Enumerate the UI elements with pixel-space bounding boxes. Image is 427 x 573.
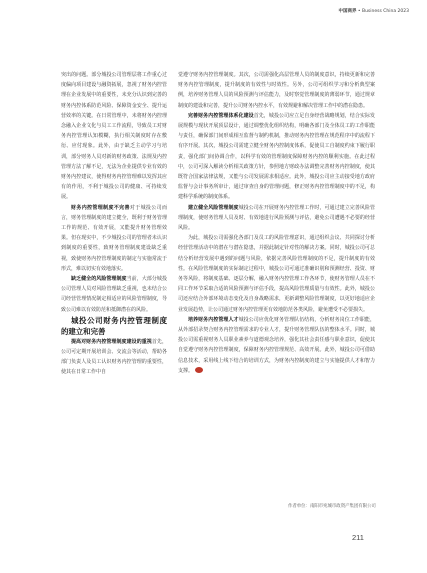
page-number: 211: [352, 533, 364, 542]
subheading-raise-attention: 提高对财务内控管理制度建设的重视: [71, 338, 152, 345]
right-paragraph-1: 觉遵守财务内控管理制度。其次，公司需强化高层管理人员的制度意识，持续更新和完善财务内控管理制度，提升制度的有效性与时效性。另外，公司可组织学习和分析典型案例，培养财务管理人员的风险预测与评估能力，及时察觉管理制度的薄弱环节，通过规章制度的建设和完善，提升公司财务内控水平，有效规避和解决管理工作中的潜在隐患。: [178, 72, 375, 109]
left-paragraph-2: [61, 203, 167, 274]
page-header: [338, 8, 409, 14]
article-end-icon: [195, 367, 203, 373]
section-title: 城投公司财务内控管理制度的建立和完善: [61, 315, 167, 336]
right-column: [178, 70, 375, 376]
left-paragraph-1: 突出的问题。部分城投公司管理层将工作重心过度偏向项目建设与融资拓展，忽视了财务内控管理在企业发展中的重要性，未充分认识到完善的财务内控体系防范风险、保障资金安全、提升运营效率的关键。在日常管理中，未将财务内控理念融入企业文化与员工工作流程，导致员工对财务内控管理认知模糊，执行相关制度时存在敷衍、应付现象。此外，由于缺乏主动学习与培训，部分财务人员对新的财务政策、法规及内控管理方法了解不足，无法为企业提供专业有效的财务内控建议，使得财务内控管理难以发挥其应有的作用，不利于城投公司的健康、可持续发展。: [61, 72, 167, 201]
magazine-issue: • Business China 2023: [357, 9, 409, 14]
left-paragraph-3: [61, 274, 167, 315]
left-paragraph-4-body: 首先，公司可定期开展培训会、交流会等活动，帮助各部门负责人及员工认识财务内控管理的重要性，使其在日常工作中自: [61, 338, 167, 376]
left-paragraph-2-body: 对于城投公司而言，财务管理制度的建立健全，既利于财务管理工作的规范、有效开展，又能提升财务管理效果。但在现实中，不少城投公司的管理者未认识到制度的重要性，致财务管理制度建设缺乏重视，致使财务内控管理制度的制定与实施常流于形式，难以切实有效地落实。: [61, 204, 167, 272]
right-paragraph-3: [178, 203, 375, 234]
right-paragraph-4: [178, 315, 375, 376]
subheading-risk-system-lacking: 缺乏健全的风险管理制度: [71, 276, 127, 283]
author-affiliation: 作者单位：南阳市宛城市政资产集团有限公司: [288, 504, 376, 509]
right-paragraph-2: [178, 111, 375, 203]
subheading-system-imperfect: 财务内控管理制度不完善: [71, 204, 130, 211]
subheading-risk-management: 建立健全风险管理制度: [188, 204, 239, 211]
subheading-systematic-construction: 完善财务内控管理体系化建设: [188, 112, 254, 119]
left-column: [61, 70, 167, 378]
right-paragraph-2-body: 首先，城投公司应立足自身经营战略规划，结合实际发展规模与现状开展顶层设计，通过调整优化组织结构，明确各部门及全体员工的工作职能与责任，确保部门间形成相互监督与制约机制，推动财务内控管理在规范程序中的流程下有序开展。其次，城投公司需建立健全财务内控制度体系，促使员工自制度约束下履行职责，强化部门间协调合作，以科学有效的管理制度保障财务内控的顺利实施。在此过程中，公司可深入解读分析相关政策方针，参照地方财政办法调整完善财务内控制度，使其既符合国家法律法规，又能与公司发展需求相适应。此外，城投公司应主动接受地方政府监督与会计事务所审计，通过审查自身的管理问题，修正财务内控管理制度中的不足，构建科学系统的制度体系。: [178, 112, 375, 201]
right-paragraph-3b: 为此，城投公司需强化各部门及员工的风险管理意识，通过组织会议、共同探讨分析经营管理活动中的潜在与潜在隐患，并据此制定针对性的解决方案。同时，城投公司可总结分析经营发展中遇到的问题与风险，依据完善风险管理制度的不足，提升制度的有效性。在风险管理制度的实际制定过程中，城投公司可通过准确识别和预测经营、投资、财务等风险，将制度基础、逐层分解，融入财务内控管理工作各环节，使财务管理人员在不同工作环节采取合适的风险预测与评估手段，提高风险管理质量与有效性。此外，城投公司还应结合外部环境动态变化及自身战略需求，更新调整风险管理制度，以更好地适应企业发展趋势，让公司通过财务内控管理更有效地防范各类风险，避免遭受不必要损失。: [178, 235, 375, 313]
left-paragraph-4: [61, 337, 167, 378]
subheading-talent: 培养财务内控管理人才: [188, 316, 239, 323]
magazine-brand: 中国商界: [338, 9, 357, 14]
right-paragraph-3-body: 城投公司在开展财务内控管理工作时，可通过建立完善风险管理制度，使财务管理人员及时、有效地进行风险预测与评估，避免公司遭遇不必要的经营风险。: [178, 204, 375, 232]
right-paragraph-4-body: 城投公司应优化财务管理队伍结构，分析财务岗位工作职能，从外部招录契合财务内控管理需求的专业人才，提升财务管理队伍的整体水平。同时，城投公司需重视财务人员职业素养与道德观念培养，强化其社会责任感与职业意识，促使其自觉遵守财务内控管理制度，保障财务内控管理规范、高效开展。此外，城投公司可借助信息技术，采用线上线下结合的培训方式，为财务内控制度的建立与实施提供人才和智力支撑。: [178, 316, 375, 374]
left-paragraph-3-body: 当前，大部分城投公司管理人员对风险管理缺乏重视，也未结合公司经营管理情况制定相适应的风险管理制度，导致公司难以有效防范和抵御潜在的风险。: [61, 276, 167, 313]
